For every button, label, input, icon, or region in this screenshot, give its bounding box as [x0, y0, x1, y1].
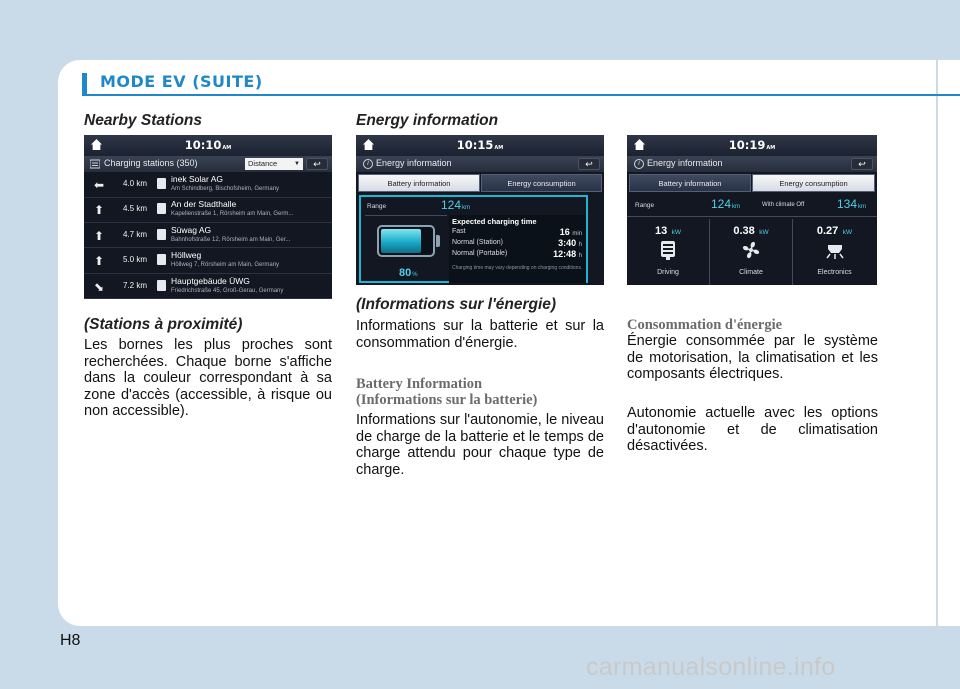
energy-info-heading: Energy information [356, 112, 499, 129]
station-distance: 7.2 km [123, 280, 148, 290]
tab-battery-information[interactable]: Battery information [629, 174, 751, 192]
charging-type-label: Normal (Station) [452, 239, 503, 246]
direction-arrow-icon: ⬊ [94, 279, 105, 294]
consumption-column [793, 219, 876, 285]
info-icon: i [634, 159, 644, 169]
station-row[interactable] [84, 172, 332, 198]
station-row[interactable] [84, 274, 332, 299]
climate-off-label: With climate Off [762, 202, 805, 208]
charging-time-row [452, 239, 582, 249]
charger-plug-icon [157, 254, 166, 265]
consumption-label: Climate [739, 269, 763, 276]
nearby-stations-body: Les bornes les plus proches sont recherchées. Chaque borne s'affiche dans la couleur correspondant à sa zone d'accès (accessible, à risque ou non accessible). [84, 337, 332, 419]
charger-plug-icon [157, 203, 166, 214]
status-bar [627, 135, 877, 156]
battery-information-subtitle: (Informations sur la batterie) [356, 392, 538, 408]
tab-bar [627, 172, 877, 193]
consumption-columns [627, 219, 877, 285]
station-address: Friedrichstraße 45, Groß-Gerau, Germany [171, 287, 284, 294]
screen-title: Energy information [647, 158, 723, 168]
station-row[interactable] [84, 223, 332, 249]
consumption-value: 0.38 kW [733, 225, 769, 237]
screen-title-bar [84, 156, 332, 172]
energy-info-body: Informations sur la batterie et sur la consommation d'énergie. [356, 318, 604, 351]
station-name: inek Solar AG [171, 174, 223, 184]
sort-dropdown[interactable]: Distance ▼ [245, 158, 303, 170]
station-address: Kapellenstraße 1, Rörsheim am Main, Germ... [171, 211, 294, 218]
charging-time-value: 12:48 h [553, 249, 582, 259]
battery-information-title: Battery Information [356, 376, 483, 392]
nearby-stations-heading: Nearby Stations [84, 112, 203, 129]
charger-plug-icon [157, 280, 166, 291]
header-rule [82, 94, 960, 96]
page-number: H8 [60, 632, 81, 649]
direction-arrow-icon: ⬆ [94, 254, 105, 269]
battery-information-body: Informations sur l'autonomie, le niveau de charge de la batterie et le temps de charge attendu pour chaque type de charge. [356, 412, 604, 478]
range-label: Range [635, 202, 655, 209]
direction-arrow-icon: ⬆ [94, 228, 105, 243]
range-value: 124km [711, 197, 741, 211]
direction-arrow-icon: ⬆ [94, 203, 105, 218]
back-button[interactable]: ↩ [851, 158, 873, 170]
soc-value: 80% [399, 267, 418, 279]
energy-consumption-title: Consommation d'énergie [627, 317, 783, 333]
back-button[interactable]: ↩ [306, 158, 328, 170]
watermark: carmanualsonline.info [586, 653, 836, 681]
range-row [627, 195, 877, 217]
station-distance: 4.5 km [123, 204, 148, 214]
electronics-icon [824, 239, 846, 261]
consumption-label: Driving [657, 269, 679, 276]
battery-info-screen [356, 135, 604, 285]
motor-icon [660, 239, 676, 261]
status-bar [84, 135, 332, 156]
station-distance: 4.7 km [123, 229, 148, 239]
charging-time-value: 3:40 h [558, 238, 582, 248]
station-distance: 4.0 km [123, 179, 148, 188]
tab-energy-consumption[interactable]: Energy consumption [752, 174, 875, 192]
charging-time-box [449, 215, 586, 283]
tab-battery-information[interactable]: Battery information [358, 174, 480, 192]
range-value: 124km [441, 198, 471, 212]
chevron-down-icon: ▼ [294, 161, 300, 167]
autonomy-body: Autonomie actuelle avec les options d'autonomie et de climatisation désactivées. [627, 405, 878, 454]
screen-title: Charging stations (350) [104, 158, 198, 168]
status-bar [356, 135, 604, 156]
station-name: An der Stadthalle [171, 199, 237, 210]
station-name: Süwag AG [171, 224, 212, 235]
consumption-column [627, 219, 710, 285]
charging-time-value: 16 min [559, 227, 582, 237]
fan-icon [740, 239, 762, 261]
energy-info-subheading: (Informations sur l'énergie) [356, 296, 557, 313]
station-name: Hauptgebäude ÜWG [171, 275, 250, 286]
tab-bar [356, 172, 604, 193]
nearby-stations-subheading: (Stations à proximité) [84, 316, 243, 333]
station-address: Höllweg 7, Rörsheim am Main, Germany [171, 262, 280, 269]
station-name: Höllweg [171, 250, 202, 261]
station-list [84, 172, 332, 299]
energy-consumption-screen [627, 135, 877, 285]
consumption-value: 13 kW [654, 225, 682, 237]
station-address: Am Schindberg, Bischofsheim, Germany [171, 186, 280, 192]
screen-title-bar [627, 156, 877, 172]
section-header-title: MODE EV (SUITE) [100, 72, 263, 91]
charging-note: Charging time may vary depending on charging conditions. [452, 265, 583, 271]
station-row[interactable] [84, 248, 332, 274]
charging-time-row [452, 250, 582, 260]
info-icon: i [363, 159, 373, 169]
direction-arrow-icon: ⬅ [94, 178, 105, 192]
station-distance: 5.0 km [123, 255, 148, 265]
consumption-column [710, 219, 793, 285]
tab-energy-consumption[interactable]: Energy consumption [481, 174, 602, 192]
charger-plug-icon [157, 229, 166, 240]
clock: 10:10AM [184, 138, 232, 152]
screen-title: Energy information [376, 158, 452, 168]
charging-time-row [452, 228, 582, 238]
consumption-label: Electronics [817, 269, 852, 276]
screen-title-bar [356, 156, 604, 172]
clock: 10:19AM [728, 138, 776, 152]
back-button[interactable]: ↩ [578, 158, 600, 170]
battery-panel [359, 195, 588, 283]
charging-type-label: Normal (Portable) [452, 250, 508, 257]
battery-terminal [436, 235, 440, 247]
climate-off-value: 134km [837, 197, 867, 211]
energy-consumption-body: Énergie consommée par le système de motorisation, la climatisation et les composants électriques. [627, 333, 878, 382]
charger-plug-icon [157, 178, 166, 189]
station-address: Bahnhofstraße 12, Rörsheim am Main, Ger... [171, 236, 291, 243]
list-icon [90, 159, 100, 169]
clock: 10:15AM [456, 138, 504, 152]
range-label: Range [367, 203, 387, 210]
header-accent-bar [82, 73, 87, 95]
margin-rule [936, 60, 938, 626]
consumption-value: 0.27 kW [816, 225, 853, 237]
charging-time-title: Expected charging time [452, 217, 537, 226]
divider [365, 215, 447, 216]
nearby-stations-screen [84, 135, 332, 299]
battery-fill [381, 229, 421, 253]
battery-icon [377, 225, 435, 257]
station-row[interactable] [84, 197, 332, 223]
charging-type-label: Fast [452, 228, 466, 235]
